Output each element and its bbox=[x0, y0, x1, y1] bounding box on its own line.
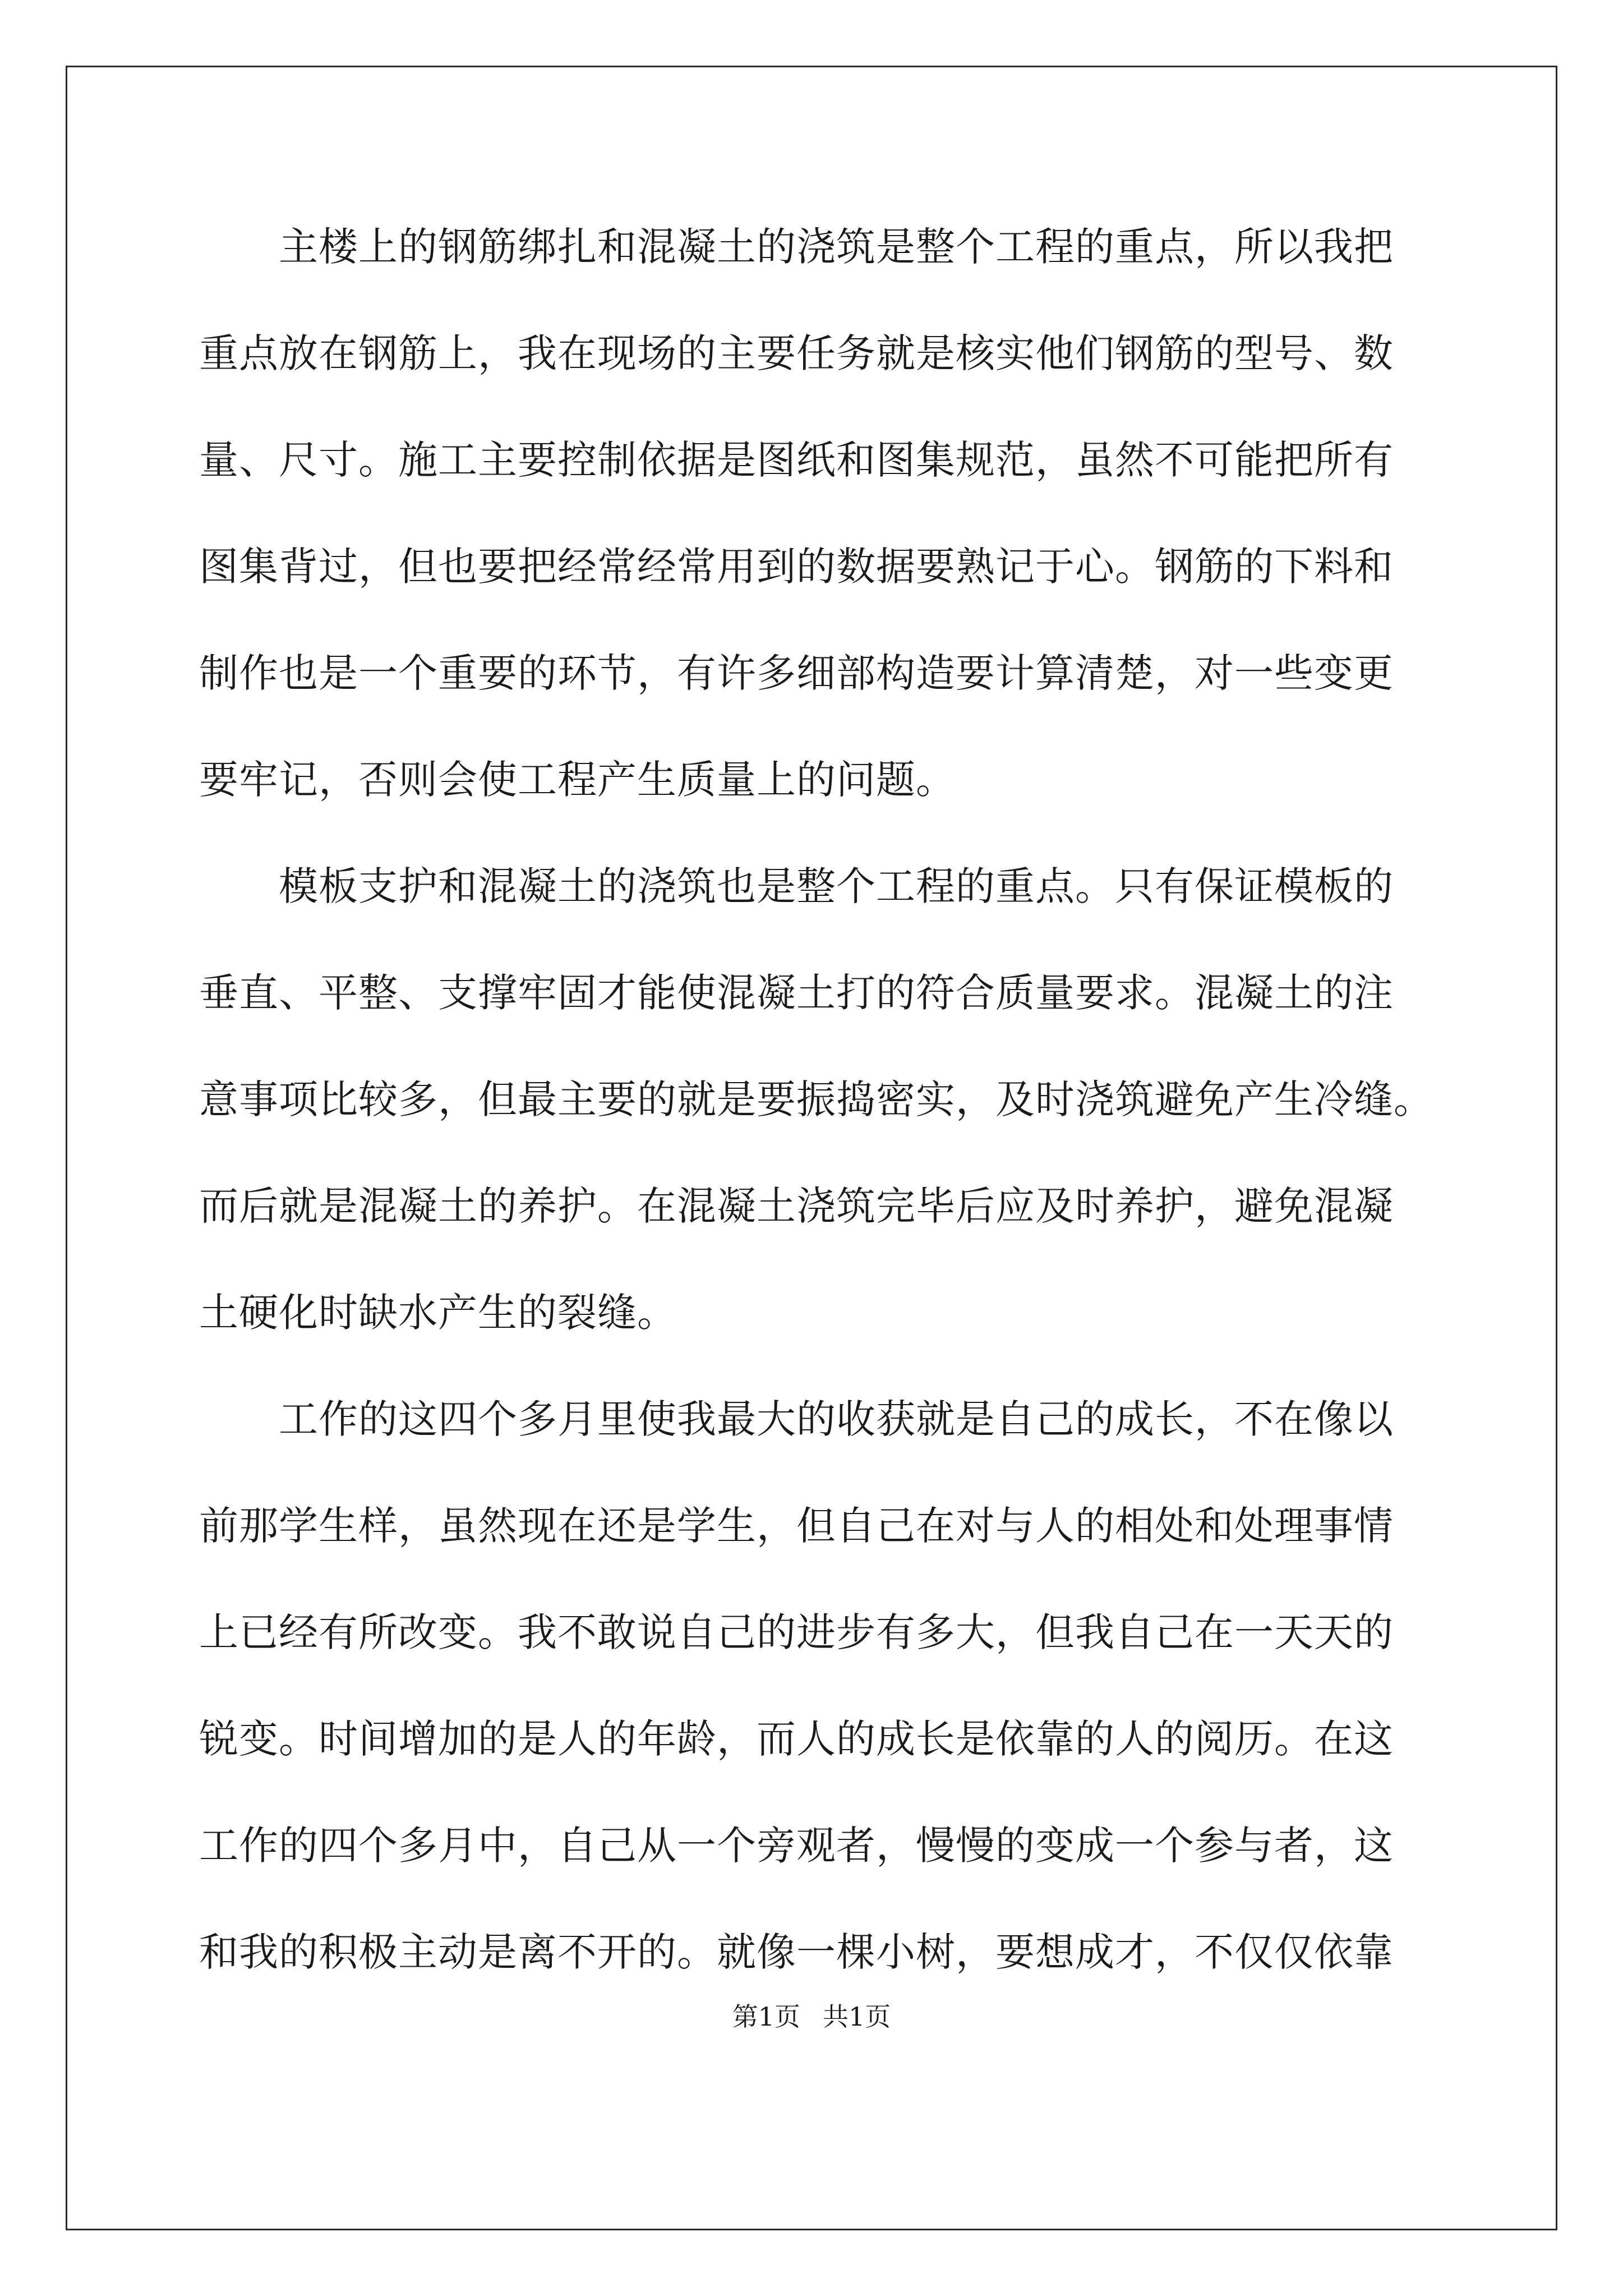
page-number: 第1页 bbox=[732, 2001, 800, 2032]
text-line: 而后就是混凝土的养护。在混凝土浇筑完毕后应及时养护，避免混凝 bbox=[199, 1183, 1394, 1229]
text-line: 模板支护和混凝土的浇筑也是整个工程的重点。只有保证模板的 bbox=[199, 863, 1394, 909]
text-line: 和我的积极主动是离不开的。就像一棵小树，要想成才，不仅仅依靠 bbox=[199, 1929, 1394, 1975]
text-line: 工作的四个多月中，自己从一个旁观者，慢慢的变成一个参与者，这 bbox=[199, 1823, 1394, 1869]
text-line: 主楼上的钢筋绑扎和混凝土的浇筑是整个工程的重点，所以我把 bbox=[199, 224, 1394, 270]
text-line: 要牢记，否则会使工程产生质量上的问题。 bbox=[199, 757, 956, 803]
page-footer bbox=[0, 2000, 1623, 2033]
text-line: 前那学生样，虽然现在还是学生，但自己在对与人的相处和处理事情 bbox=[199, 1503, 1394, 1549]
page-total: 共1页 bbox=[823, 2001, 891, 2032]
text-line: 锐变。时间增加的是人的年龄，而人的成长是依靠的人的阅历。在这 bbox=[199, 1716, 1394, 1762]
text-line: 上已经有所改变。我不敢说自己的进步有多大，但我自己在一天天的 bbox=[199, 1609, 1394, 1655]
text-line: 重点放在钢筋上，我在现场的主要任务就是核实他们钢筋的型号、数 bbox=[199, 330, 1394, 376]
text-line: 图集背过，但也要把经常经常用到的数据要熟记于心。钢筋的下料和 bbox=[199, 544, 1394, 590]
text-line: 工作的这四个多月里使我最大的收获就是自己的成长，不在像以 bbox=[199, 1396, 1394, 1442]
text-line: 土硬化时缺水产生的裂缝。 bbox=[199, 1290, 677, 1336]
text-line: 意事项比较多，但最主要的就是要振捣密实，及时浇筑避免产生冷缝。 bbox=[199, 1076, 1433, 1122]
text-line: 垂直、平整、支撑牢固才能使混凝土打的符合质量要求。混凝土的注 bbox=[199, 970, 1394, 1016]
page-border bbox=[66, 66, 1557, 2230]
text-line: 制作也是一个重要的环节，有许多细部构造要计算清楚，对一些变更 bbox=[199, 650, 1394, 696]
text-line: 量、尺寸。施工主要控制依据是图纸和图集规范，虽然不可能把所有 bbox=[199, 437, 1394, 483]
